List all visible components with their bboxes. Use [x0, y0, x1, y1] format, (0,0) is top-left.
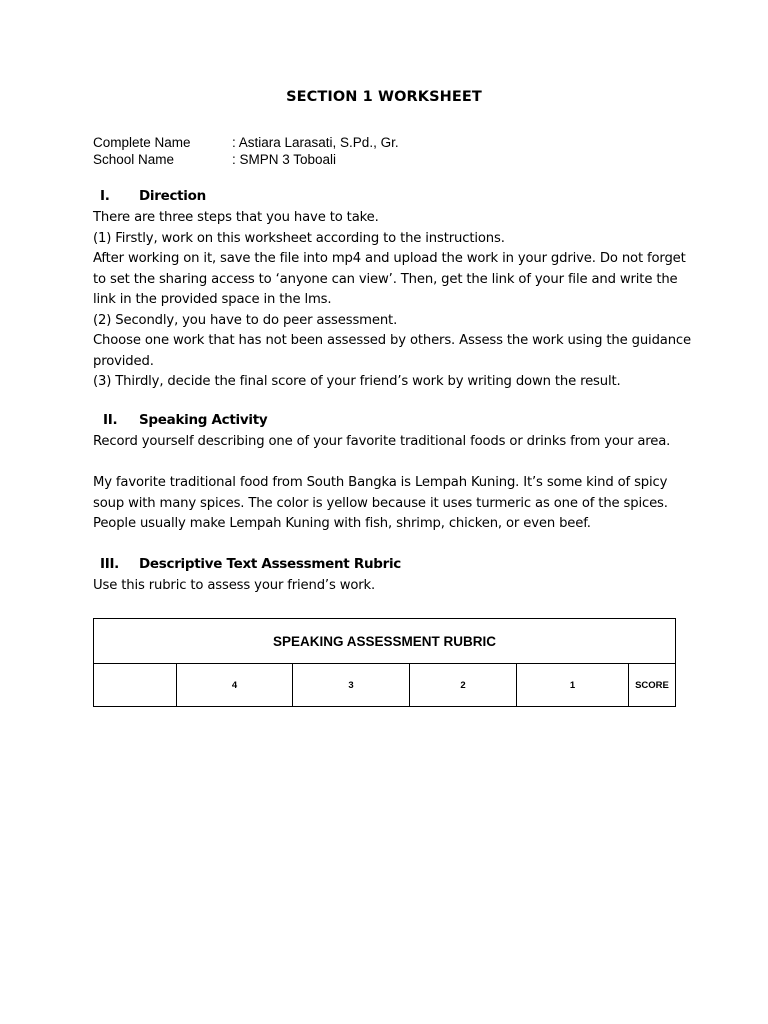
- rubric-header-cell: 4: [177, 664, 293, 707]
- text-line: (1) Firstly, work on this worksheet according to the instructions.: [93, 230, 505, 246]
- rubric-title-row: [94, 619, 676, 664]
- text-line: link in the provided space in the lms.: [93, 292, 332, 307]
- info-label: Complete Name: [93, 135, 191, 150]
- speaking-answer: [93, 473, 683, 535]
- page-title: SECTION 1 WORKSHEET: [286, 89, 482, 105]
- rubric-header-cell: 2: [410, 664, 517, 707]
- rubric-header-cell: SCORE: [629, 664, 676, 707]
- text-line: to set the sharing access to ‘anyone can view’. Then, get the link of your file and write the: [93, 271, 678, 287]
- section-number: I.: [100, 188, 110, 204]
- text-line: soup with many spices. The color is yellow because it uses turmeric as one of the spices.: [93, 495, 668, 511]
- student-info: [93, 134, 399, 168]
- section-number: III.: [100, 556, 119, 572]
- rubric-table: [93, 618, 676, 707]
- info-label: School Name: [93, 152, 175, 167]
- rubric-header-row: [94, 664, 676, 707]
- rubric-header-cell: 1: [517, 664, 629, 707]
- text-line: People usually make Lempah Kuning with fish, shrimp, chicken, or even beef.: [93, 516, 591, 531]
- rubric-header-cell: [94, 664, 177, 707]
- rubric-instruction: [93, 576, 683, 597]
- text-line: There are three steps that you have to take.: [93, 210, 379, 225]
- text-line: Use this rubric to assess your friend’s work.: [93, 578, 376, 593]
- section-title: Direction: [139, 188, 206, 204]
- text-line: Record yourself describing one of your favorite traditional foods or drinks from your area.: [93, 434, 671, 449]
- rubric-header-cell: 3: [293, 664, 410, 707]
- section-title: Speaking Activity: [139, 412, 268, 428]
- direction-text: [93, 208, 691, 393]
- text-line: After working on it, save the file into mp4 and upload the work in your gdrive. Do not forget: [93, 251, 686, 266]
- text-line: My favorite traditional food from South Bangka is Lempah Kuning. It’s some kind of spicy: [93, 475, 668, 490]
- text-line: (2) Secondly, you have to do peer assessment.: [93, 312, 398, 328]
- section-number: II.: [103, 412, 118, 428]
- info-row-school: [93, 151, 399, 168]
- text-line: (3) Thirdly, decide the final score of your friend’s work by writing down the result.: [93, 374, 621, 389]
- info-value: : SMPN 3 Toboali: [232, 152, 337, 167]
- section-title: Descriptive Text Assessment Rubric: [139, 556, 402, 572]
- info-value: : Astiara Larasati, S.Pd., Gr.: [232, 135, 399, 150]
- text-line: Choose one work that has not been assessed by others. Assess the work using the guidance: [93, 333, 691, 348]
- info-row-name: [93, 134, 399, 151]
- rubric-title: SPEAKING ASSESSMENT RUBRIC: [94, 619, 676, 664]
- speaking-instruction: [93, 432, 683, 453]
- text-line: provided.: [93, 353, 154, 369]
